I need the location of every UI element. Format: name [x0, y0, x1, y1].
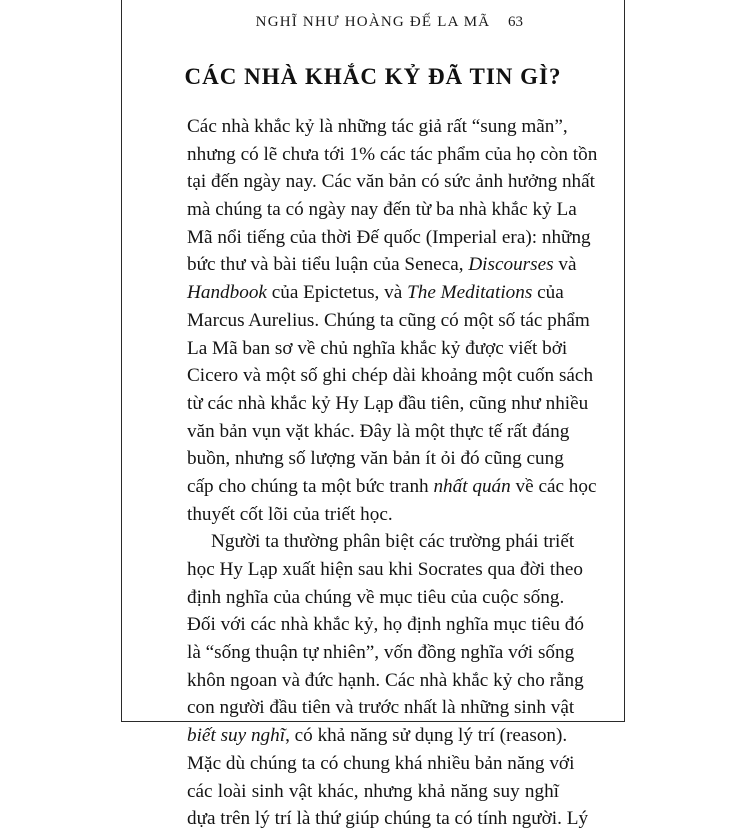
text-line: [187, 224, 591, 252]
text-segment: các loài sinh vật khác, nhưng khả năng suy nghĩ: [187, 780, 559, 802]
text-segment: định nghĩa của chúng về mục tiêu của cuộc sống.: [187, 586, 565, 608]
text-segment: cấp cho chúng ta một bức tranh: [187, 475, 434, 497]
book-page: [121, 0, 625, 830]
text-line: [187, 556, 583, 584]
text-segment: Marcus Aurelius. Chúng ta cũng có một số tác phẩm: [187, 309, 590, 331]
italic-text: nhất quán: [433, 475, 511, 497]
text-line: [187, 584, 565, 612]
text-line: [187, 639, 575, 667]
text-line: [187, 307, 590, 335]
section-heading: CÁC NHÀ KHẮC KỶ ĐÃ TIN GÌ?: [184, 64, 562, 89]
text-segment: Các nhà khắc kỷ là những tác giả rất “sung mãn”,: [187, 116, 568, 137]
text-segment: mà chúng ta có ngày nay đến từ ba nhà khắc kỷ La: [187, 199, 577, 221]
text-line: [187, 778, 559, 806]
page-number: 63: [508, 14, 523, 30]
text-segment: bức thư và bài tiểu luận của Seneca,: [187, 254, 469, 276]
text-line: [187, 418, 570, 446]
text-segment: , có khả năng sử dụng lý trí (reason).: [285, 725, 568, 747]
running-header-title: NGHĨ NHƯ HOÀNG ĐẾ LA MÃ: [255, 14, 491, 30]
text-line: [187, 611, 584, 639]
text-line: [187, 473, 597, 501]
text-segment: thuyết cốt lõi của triết học.: [187, 503, 393, 525]
text-segment: La Mã ban sơ về chủ nghĩa khắc kỷ được viết bởi: [187, 337, 568, 359]
text-line: [187, 113, 568, 141]
text-segment: học Hy Lạp xuất hiện sau khi Socrates qua đời theo: [187, 559, 583, 580]
text-segment: về các học: [510, 475, 597, 497]
italic-text: Discourses: [468, 254, 554, 276]
text-segment: từ các nhà khắc kỷ Hy Lạp đầu tiên, cũng như nhiều: [187, 392, 589, 414]
text-line: [187, 168, 595, 196]
italic-text: biết suy nghĩ: [187, 725, 286, 747]
text-line: [187, 750, 575, 778]
text-segment: là “sống thuận tự nhiên”, vốn đồng nghĩa với sống: [187, 642, 575, 664]
italic-text: The Meditations: [407, 282, 533, 304]
text-line: [187, 390, 589, 418]
text-line: [187, 667, 584, 695]
body-text: [187, 113, 598, 833]
text-line: [187, 805, 589, 833]
text-segment: Cicero và một số ghi chép dài khoảng một cuốn sách: [187, 365, 594, 387]
text-line: [187, 501, 559, 529]
text-line: [187, 362, 594, 390]
text-line: [187, 694, 575, 722]
text-segment: của Epictetus, và: [266, 282, 408, 304]
text-segment: và: [553, 254, 577, 276]
text-segment: Đối với các nhà khắc kỷ, họ định nghĩa mục tiêu đó: [187, 614, 584, 636]
text-segment: Mặc dù chúng ta có chung khá nhiều bản năng với: [187, 752, 575, 774]
text-segment: nhưng có lẽ chưa tới 1% các tác phẩm của họ còn tồn: [187, 143, 598, 165]
text-line: [187, 722, 568, 750]
text-segment: văn bản vụn vặt khác. Đây là một thực tế rất đáng: [187, 420, 570, 442]
text-line: [187, 251, 577, 279]
text-segment: dựa trên lý trí là thứ giúp chúng ta có tính người. Lý: [187, 808, 589, 830]
text-line: [187, 445, 564, 473]
text-segment: Mã nổi tiếng của thời Đế quốc (Imperial era): những: [187, 226, 591, 248]
italic-text: Handbook: [187, 282, 267, 304]
text-line: [187, 196, 577, 224]
text-segment: buồn, nhưng số lượng văn bản ít ỏi đó cũng cung: [187, 448, 564, 470]
text-line: [187, 279, 564, 307]
text-line: [187, 141, 598, 169]
text-line: [187, 528, 575, 556]
text-segment: của: [532, 282, 564, 304]
text-segment: khôn ngoan và đức hạnh. Các nhà khắc kỷ cho rằng: [187, 669, 584, 691]
text-segment: Người ta thường phân biệt các trường phái triết: [211, 531, 575, 553]
text-segment: tại đến ngày nay. Các văn bản có sức ảnh hưởng nhất: [187, 171, 595, 193]
text-segment: con người đầu tiên và trước nhất là những sinh vật: [187, 697, 575, 719]
text-line: [187, 335, 568, 363]
